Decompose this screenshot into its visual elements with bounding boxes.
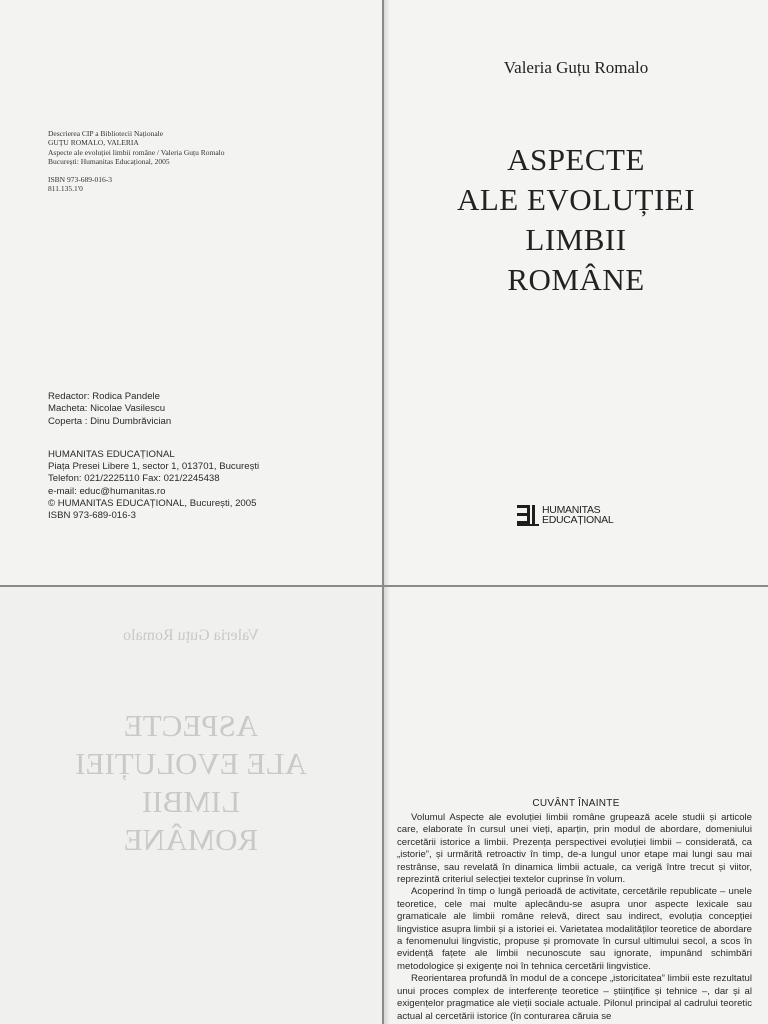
credits-block [48, 391, 171, 428]
title-line: ROMÂNE [507, 262, 645, 297]
bleed-through-title: ASPECTE ALE EVOLUȚIEI LIMBII ROMÂNE [75, 708, 307, 857]
publisher-line: Piața Presei Libere 1, sector 1, 013701, București [48, 461, 260, 473]
copyright-page [0, 0, 382, 585]
credit-line: Coperta : Dinu Dumbrăvician [48, 415, 172, 427]
paragraph: Volumul Aspecte ale evoluției limbii române grupează acele studii și articole care, elaborate în cursul unei vieți, aparțin, prin modul de abordare, domeniului cercetării istorice a limbii. Prezența perspectivei evoluției limbii – considerată, ca „istorie”, și urmărită retroactiv în timp, de-a lungul unor etape mai lungi sau mai restrânse, sau revelată în dinamica limbii actuale, ca verigă între trecut și viitor, reprezintă criteriul selecției textelor cuprinse în volum. [397, 812, 752, 886]
paragraph: Acoperind în timp o lungă perioadă de activitate, cercetările republicate – unele teoretice, cele mai multe aplecându-se asupra unor aspecte lexicale sau gramaticale ale limbii române relevă, direct sau indirect, evoluția concepției lingvistice asupra limbii și a istoriei ei. Varietatea modalităților teoretice de abordare a fenomenului lingvistic, propuse și promovate în cursul ultimului secol, a scos în evidență fațete ale limbii necunoscute sau ignorate, impunând schimbări metodologice și exigențe noi în tehnica cercetării lingvistice. [397, 886, 752, 972]
cip-line: GUȚU ROMALO, VALERIA [48, 138, 139, 148]
publisher-logo [517, 505, 613, 525]
credit-line: Redactor: Rodica Pandele [48, 391, 160, 402]
credit-line: Macheta: Nicolae Vasilescu [48, 403, 166, 415]
title-page [384, 0, 768, 585]
title-line: ASPECTE [507, 142, 645, 177]
cip-classification: 811.135.1'0 [48, 184, 83, 194]
foreword-page [384, 587, 768, 1024]
foreword-text [397, 812, 752, 1023]
publisher-line: e-mail: educ@humanitas.ro [48, 485, 166, 497]
paragraph: Reorientarea profundă în modul de a concepe „istoricitatea” limbii este rezultatul unui proces complex de interferențe teoretice – științifice și tehnice –, dar și al exigențelor pragmatice ale vieții sociale actuale. Pilonul principal al cadrului teoretic actual al cercetării istorice (în conturarea căruia se [397, 973, 752, 1022]
cip-line: București: Humanitas Educațional, 2005 [48, 157, 170, 167]
logo-line: HUMANITAS [542, 504, 601, 516]
author-name: Valeria Guțu Romalo [503, 58, 649, 77]
section-heading: CUVÂNT ÎNAINTE [532, 798, 620, 809]
cip-isbn: ISBN 973-689-016-3 [48, 174, 112, 184]
title-line: LIMBII [525, 222, 627, 257]
cip-description [48, 129, 224, 193]
publisher-line: HUMANITAS EDUCAȚIONAL [48, 449, 175, 460]
back-of-title-page [0, 587, 382, 1024]
publisher-line: Telefon: 021/2225110 Fax: 021/2245438 [48, 473, 220, 485]
publisher-line: ISBN 973-689-016-3 [48, 510, 136, 522]
book-title [384, 140, 768, 300]
humanitas-logo-icon [517, 505, 539, 525]
logo-line: EDUCAȚIONAL [542, 514, 614, 526]
cip-line: Aspecte ale evoluției limbii române / Valeria Guțu Romalo [48, 147, 225, 157]
cip-line: Descrierea CIP a Bibliotecii Naționale [48, 129, 164, 138]
logo-wordmark [542, 505, 613, 525]
publisher-line: © HUMANITAS EDUCAȚIONAL, București, 2005 [48, 497, 257, 509]
bleed-through-author: Valeria Guțu Romalo [123, 627, 259, 644]
title-line: ALE EVOLUȚIEI [456, 182, 696, 217]
publisher-block [48, 449, 259, 522]
